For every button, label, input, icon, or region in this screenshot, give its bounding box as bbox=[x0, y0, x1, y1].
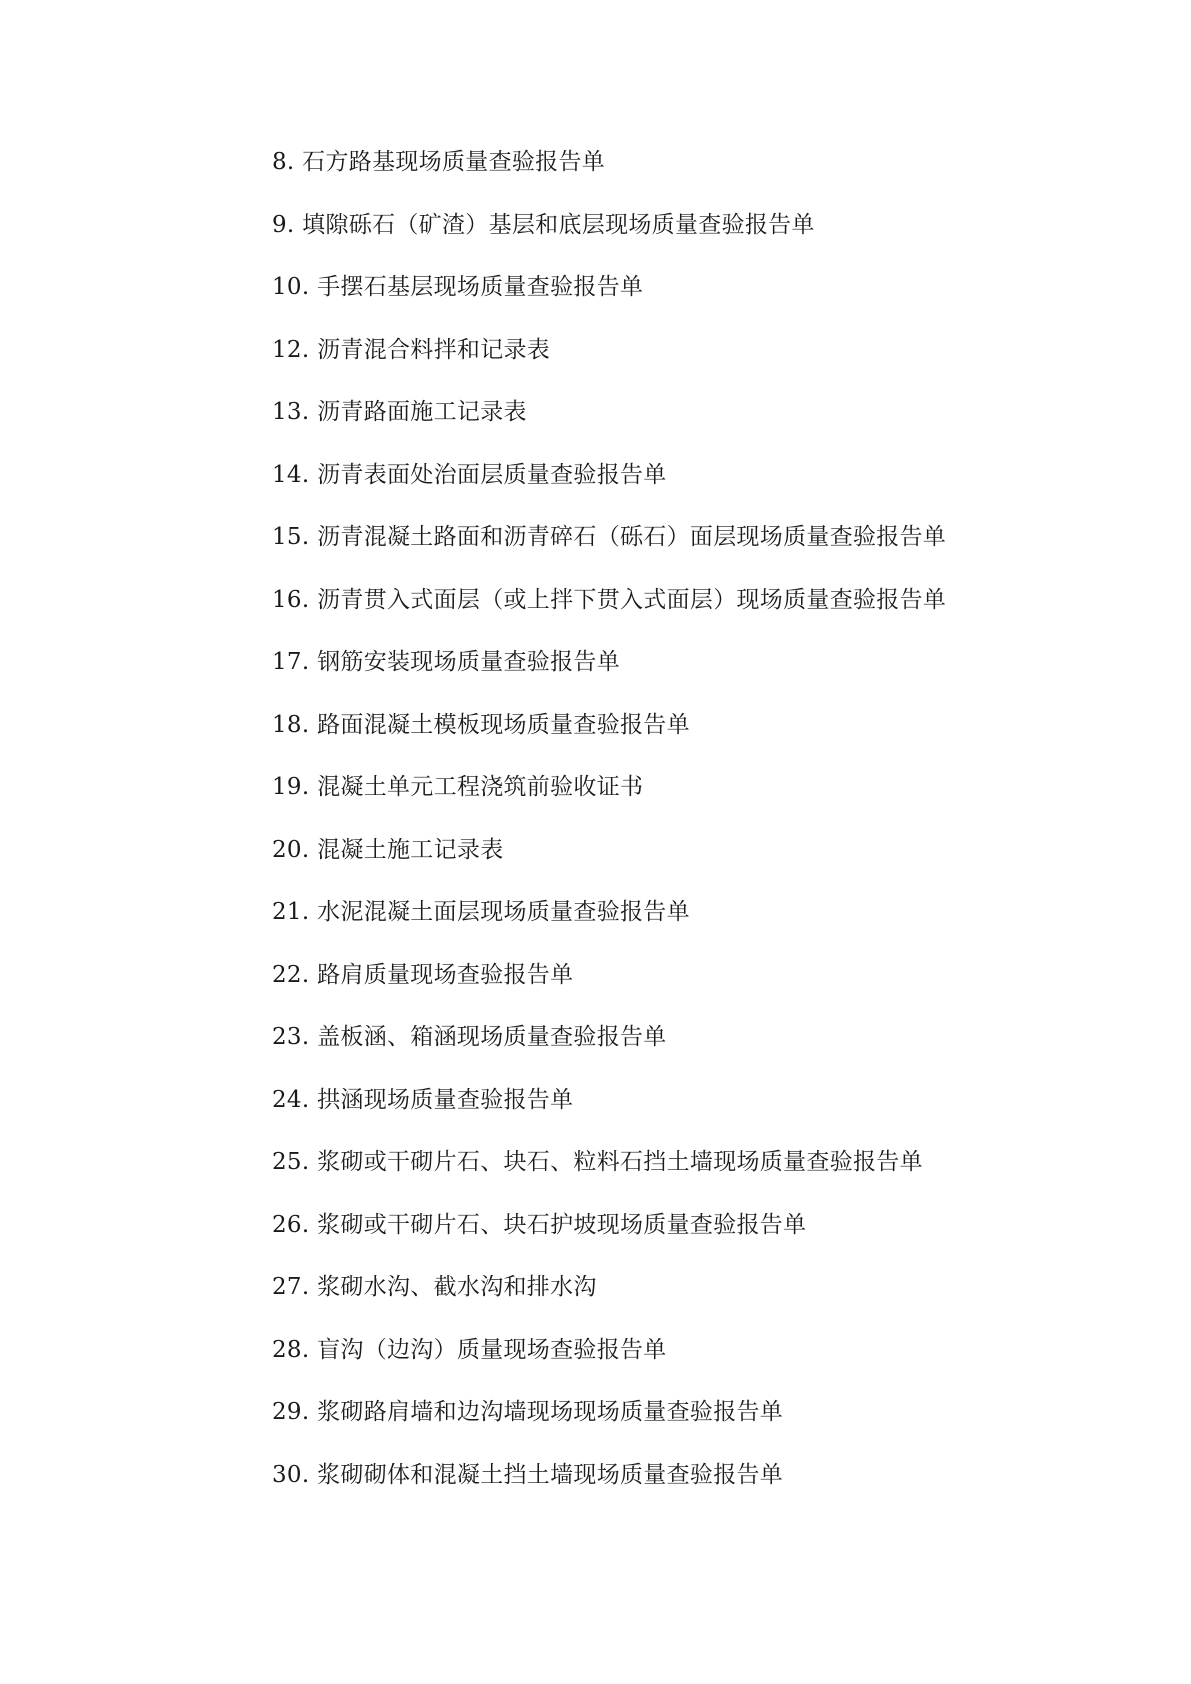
item-title: 拱涵现场质量查验报告单 bbox=[317, 1086, 574, 1113]
item-number: 23. bbox=[272, 1024, 310, 1050]
item-title: 石方路基现场质量查验报告单 bbox=[302, 149, 606, 175]
item-title: 混凝土单元工程浇筑前验收证书 bbox=[317, 774, 644, 800]
item-number: 29. bbox=[272, 1399, 310, 1425]
item-number: 26. bbox=[272, 1211, 310, 1238]
item-title: 路肩质量现场查验报告单 bbox=[317, 961, 574, 988]
item-title: 盖板涵、箱涵现场质量查验报告单 bbox=[317, 1024, 667, 1050]
item-title: 钢筋安装现场质量查验报告单 bbox=[317, 649, 621, 675]
item-number: 18. bbox=[272, 711, 310, 738]
form-list bbox=[272, 143, 946, 1518]
list-item bbox=[272, 393, 946, 456]
list-item bbox=[272, 1081, 946, 1144]
list-item bbox=[272, 768, 946, 831]
list-item bbox=[272, 331, 946, 394]
item-title: 手摆石基层现场质量查验报告单 bbox=[317, 274, 644, 300]
item-title: 沥青表面处治面层质量查验报告单 bbox=[317, 461, 667, 488]
list-item bbox=[272, 268, 946, 331]
item-title: 沥青混凝土路面和沥青碎石（砾石）面层现场质量查验报告单 bbox=[317, 524, 947, 550]
item-number: 22. bbox=[272, 961, 310, 988]
item-number: 21. bbox=[272, 899, 310, 925]
item-number: 15. bbox=[272, 524, 310, 550]
item-number: 8. bbox=[272, 149, 295, 175]
item-title: 浆砌砌体和混凝土挡土墙现场质量查验报告单 bbox=[317, 1461, 784, 1488]
item-title: 浆砌路肩墙和边沟墙现场现场质量查验报告单 bbox=[317, 1399, 784, 1425]
list-item bbox=[272, 581, 946, 644]
list-item bbox=[272, 893, 946, 956]
list-item bbox=[272, 1393, 946, 1456]
list-item bbox=[272, 143, 946, 206]
list-item bbox=[272, 1206, 946, 1269]
item-number: 25. bbox=[272, 1149, 310, 1175]
item-number: 28. bbox=[272, 1336, 310, 1363]
item-title: 填隙砾石（矿渣）基层和底层现场质量查验报告单 bbox=[302, 211, 815, 238]
item-number: 12. bbox=[272, 336, 310, 363]
item-number: 20. bbox=[272, 836, 310, 863]
item-number: 17. bbox=[272, 649, 310, 675]
list-item bbox=[272, 1331, 946, 1394]
item-title: 沥青路面施工记录表 bbox=[317, 399, 527, 425]
item-number: 9. bbox=[272, 211, 295, 238]
item-number: 16. bbox=[272, 586, 310, 613]
item-title: 沥青混合料拌和记录表 bbox=[317, 336, 551, 363]
item-number: 30. bbox=[272, 1461, 310, 1488]
item-title: 混凝土施工记录表 bbox=[317, 836, 504, 863]
item-title: 盲沟（边沟）质量现场查验报告单 bbox=[317, 1336, 667, 1363]
item-number: 10. bbox=[272, 274, 310, 300]
item-number: 27. bbox=[272, 1274, 310, 1300]
item-number: 24. bbox=[272, 1086, 310, 1113]
item-number: 19. bbox=[272, 774, 310, 800]
item-number: 13. bbox=[272, 399, 310, 425]
item-title: 浆砌水沟、截水沟和排水沟 bbox=[317, 1274, 597, 1300]
list-item bbox=[272, 1143, 946, 1206]
list-item bbox=[272, 206, 946, 269]
list-item bbox=[272, 1268, 946, 1331]
list-item bbox=[272, 518, 946, 581]
list-item bbox=[272, 956, 946, 1019]
list-item bbox=[272, 643, 946, 706]
list-item bbox=[272, 456, 946, 519]
item-title: 水泥混凝土面层现场质量查验报告单 bbox=[317, 899, 690, 925]
list-item bbox=[272, 1018, 946, 1081]
list-item bbox=[272, 706, 946, 769]
item-title: 浆砌或干砌片石、块石、粒料石挡土墙现场质量查验报告单 bbox=[317, 1149, 923, 1175]
item-number: 14. bbox=[272, 461, 310, 488]
item-title: 浆砌或干砌片石、块石护坡现场质量查验报告单 bbox=[317, 1211, 807, 1238]
item-title: 沥青贯入式面层（或上拌下贯入式面层）现场质量查验报告单 bbox=[317, 586, 947, 613]
item-title: 路面混凝土模板现场质量查验报告单 bbox=[317, 711, 690, 738]
list-item bbox=[272, 831, 946, 894]
list-item bbox=[272, 1456, 946, 1519]
